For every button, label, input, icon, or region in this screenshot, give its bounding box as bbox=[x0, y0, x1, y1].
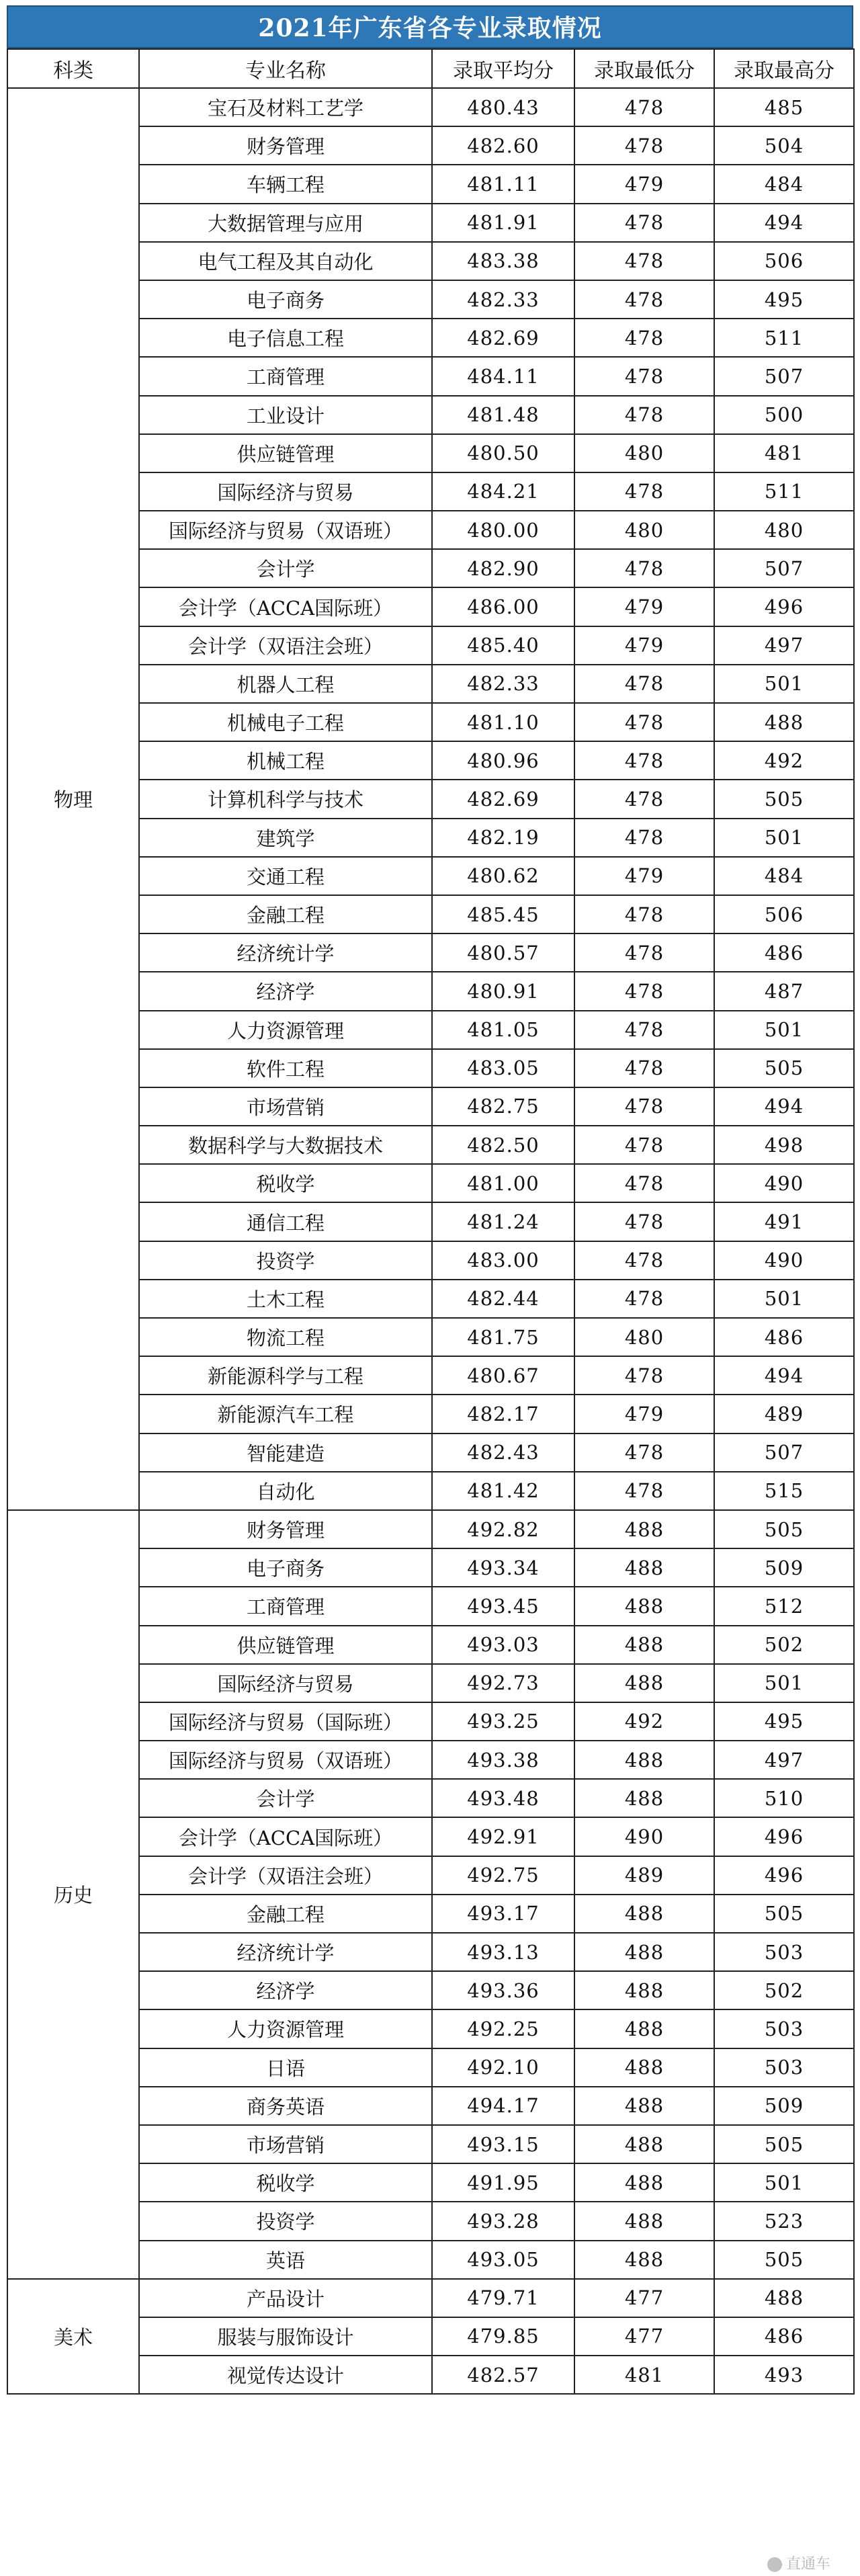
average-score: 492.25 bbox=[432, 2009, 574, 2048]
average-score: 492.75 bbox=[432, 1856, 574, 1895]
max-score: 501 bbox=[714, 1280, 854, 1318]
major-name: 机械工程 bbox=[139, 741, 432, 780]
average-score: 484.21 bbox=[432, 472, 574, 511]
average-score: 481.00 bbox=[432, 1164, 574, 1202]
min-score: 480 bbox=[574, 511, 714, 549]
min-score: 488 bbox=[574, 2163, 714, 2202]
max-score: 506 bbox=[714, 242, 854, 280]
max-score: 505 bbox=[714, 780, 854, 818]
average-score: 480.57 bbox=[432, 933, 574, 972]
max-score: 507 bbox=[714, 357, 854, 395]
max-score: 515 bbox=[714, 1472, 854, 1510]
min-score: 478 bbox=[574, 1241, 714, 1280]
major-name: 电子信息工程 bbox=[139, 319, 432, 357]
header-major: 专业名称 bbox=[139, 49, 432, 88]
min-score: 478 bbox=[574, 1087, 714, 1126]
min-score: 488 bbox=[574, 1510, 714, 1548]
max-score: 492 bbox=[714, 741, 854, 780]
major-name: 新能源科学与工程 bbox=[139, 1356, 432, 1395]
min-score: 478 bbox=[574, 1164, 714, 1202]
major-name: 税收学 bbox=[139, 2163, 432, 2202]
watermark bbox=[767, 2552, 830, 2573]
average-score: 492.91 bbox=[432, 1817, 574, 1856]
major-name: 金融工程 bbox=[139, 1895, 432, 1933]
min-score: 492 bbox=[574, 1702, 714, 1741]
min-score: 488 bbox=[574, 1895, 714, 1933]
min-score: 481 bbox=[574, 2356, 714, 2394]
average-score: 482.69 bbox=[432, 780, 574, 818]
min-score: 478 bbox=[574, 933, 714, 972]
average-score: 482.69 bbox=[432, 319, 574, 357]
average-score: 493.28 bbox=[432, 2202, 574, 2240]
major-name: 机械电子工程 bbox=[139, 703, 432, 741]
major-name: 英语 bbox=[139, 2241, 432, 2279]
max-score: 494 bbox=[714, 1087, 854, 1126]
min-score: 478 bbox=[574, 1126, 714, 1164]
table-row bbox=[7, 1510, 854, 1548]
average-score: 480.00 bbox=[432, 511, 574, 549]
average-score: 482.90 bbox=[432, 549, 574, 587]
average-score: 481.24 bbox=[432, 1202, 574, 1241]
header-row bbox=[7, 49, 854, 88]
average-score: 493.03 bbox=[432, 1626, 574, 1664]
average-score: 479.71 bbox=[432, 2279, 574, 2317]
max-score: 503 bbox=[714, 1933, 854, 1971]
max-score: 509 bbox=[714, 2087, 854, 2125]
max-score: 503 bbox=[714, 2048, 854, 2087]
max-score: 484 bbox=[714, 857, 854, 895]
average-score: 485.40 bbox=[432, 626, 574, 665]
major-name: 服装与服饰设计 bbox=[139, 2317, 432, 2356]
major-name: 财务管理 bbox=[139, 126, 432, 165]
max-score: 493 bbox=[714, 2356, 854, 2394]
max-score: 486 bbox=[714, 2317, 854, 2356]
average-score: 482.57 bbox=[432, 2356, 574, 2394]
major-name: 投资学 bbox=[139, 1241, 432, 1280]
max-score: 503 bbox=[714, 2009, 854, 2048]
min-score: 478 bbox=[574, 357, 714, 395]
min-score: 477 bbox=[574, 2317, 714, 2356]
major-name: 计算机科学与技术 bbox=[139, 780, 432, 818]
table-row bbox=[7, 2279, 854, 2317]
max-score: 481 bbox=[714, 434, 854, 472]
major-name: 电气工程及其自动化 bbox=[139, 242, 432, 280]
max-score: 498 bbox=[714, 1126, 854, 1164]
major-name: 会计学（双语注会班） bbox=[139, 626, 432, 665]
min-score: 478 bbox=[574, 1434, 714, 1472]
major-name: 经济学 bbox=[139, 1971, 432, 2009]
average-score: 481.42 bbox=[432, 1472, 574, 1510]
major-name: 宝石及材料工艺学 bbox=[139, 88, 432, 126]
major-name: 新能源汽车工程 bbox=[139, 1395, 432, 1433]
average-score: 484.11 bbox=[432, 357, 574, 395]
average-score: 482.44 bbox=[432, 1280, 574, 1318]
major-name: 数据科学与大数据技术 bbox=[139, 1126, 432, 1164]
major-name: 交通工程 bbox=[139, 857, 432, 895]
average-score: 482.60 bbox=[432, 126, 574, 165]
average-score: 493.13 bbox=[432, 1933, 574, 1971]
average-score: 482.33 bbox=[432, 665, 574, 703]
max-score: 504 bbox=[714, 126, 854, 165]
min-score: 479 bbox=[574, 587, 714, 626]
min-score: 477 bbox=[574, 2279, 714, 2317]
max-score: 523 bbox=[714, 2202, 854, 2240]
min-score: 488 bbox=[574, 1779, 714, 1817]
max-score: 496 bbox=[714, 1817, 854, 1856]
max-score: 486 bbox=[714, 933, 854, 972]
min-score: 488 bbox=[574, 1587, 714, 1625]
header-min: 录取最低分 bbox=[574, 49, 714, 88]
admission-sheet bbox=[7, 5, 853, 2395]
min-score: 478 bbox=[574, 665, 714, 703]
major-name: 市场营销 bbox=[139, 1087, 432, 1126]
min-score: 479 bbox=[574, 857, 714, 895]
max-score: 487 bbox=[714, 972, 854, 1010]
min-score: 478 bbox=[574, 780, 714, 818]
major-name: 日语 bbox=[139, 2048, 432, 2087]
max-score: 490 bbox=[714, 1164, 854, 1202]
max-score: 505 bbox=[714, 2241, 854, 2279]
max-score: 511 bbox=[714, 472, 854, 511]
average-score: 486.00 bbox=[432, 587, 574, 626]
max-score: 488 bbox=[714, 2279, 854, 2317]
max-score: 507 bbox=[714, 1434, 854, 1472]
max-score: 501 bbox=[714, 819, 854, 857]
major-name: 国际经济与贸易 bbox=[139, 1664, 432, 1702]
max-score: 489 bbox=[714, 1395, 854, 1433]
max-score: 500 bbox=[714, 396, 854, 434]
major-name: 财务管理 bbox=[139, 1510, 432, 1548]
min-score: 478 bbox=[574, 1356, 714, 1395]
min-score: 478 bbox=[574, 242, 714, 280]
major-name: 国际经济与贸易（双语班） bbox=[139, 511, 432, 549]
max-score: 501 bbox=[714, 665, 854, 703]
min-score: 478 bbox=[574, 472, 714, 511]
min-score: 488 bbox=[574, 2125, 714, 2163]
major-name: 大数据管理与应用 bbox=[139, 204, 432, 242]
major-name: 税收学 bbox=[139, 1164, 432, 1202]
header-category: 科类 bbox=[7, 49, 139, 88]
min-score: 480 bbox=[574, 1318, 714, 1356]
average-score: 493.17 bbox=[432, 1895, 574, 1933]
average-score: 493.36 bbox=[432, 1971, 574, 2009]
major-name: 国际经济与贸易 bbox=[139, 472, 432, 511]
min-score: 478 bbox=[574, 204, 714, 242]
max-score: 501 bbox=[714, 1664, 854, 1702]
header-average: 录取平均分 bbox=[432, 49, 574, 88]
major-name: 国际经济与贸易（双语班） bbox=[139, 1741, 432, 1779]
min-score: 478 bbox=[574, 396, 714, 434]
average-score: 480.67 bbox=[432, 1356, 574, 1395]
min-score: 478 bbox=[574, 319, 714, 357]
max-score: 505 bbox=[714, 1510, 854, 1548]
average-score: 482.43 bbox=[432, 1434, 574, 1472]
average-score: 485.45 bbox=[432, 895, 574, 933]
average-score: 480.62 bbox=[432, 857, 574, 895]
min-score: 478 bbox=[574, 88, 714, 126]
major-name: 会计学（ACCA国际班） bbox=[139, 587, 432, 626]
major-name: 产品设计 bbox=[139, 2279, 432, 2317]
major-name: 经济统计学 bbox=[139, 933, 432, 972]
major-name: 供应链管理 bbox=[139, 1626, 432, 1664]
max-score: 501 bbox=[714, 2163, 854, 2202]
average-score: 481.10 bbox=[432, 703, 574, 741]
major-name: 投资学 bbox=[139, 2202, 432, 2240]
min-score: 478 bbox=[574, 703, 714, 741]
min-score: 478 bbox=[574, 895, 714, 933]
table-title: 2021年广东省各专业录取情况 bbox=[7, 5, 853, 48]
average-score: 493.45 bbox=[432, 1587, 574, 1625]
category-cell: 美术 bbox=[7, 2279, 139, 2395]
max-score: 505 bbox=[714, 1895, 854, 1933]
average-score: 481.05 bbox=[432, 1011, 574, 1049]
min-score: 478 bbox=[574, 126, 714, 165]
max-score: 502 bbox=[714, 1626, 854, 1664]
average-score: 493.38 bbox=[432, 1741, 574, 1779]
average-score: 492.73 bbox=[432, 1664, 574, 1702]
average-score: 482.50 bbox=[432, 1126, 574, 1164]
average-score: 480.43 bbox=[432, 88, 574, 126]
major-name: 会计学 bbox=[139, 1779, 432, 1817]
average-score: 492.10 bbox=[432, 2048, 574, 2087]
table-body bbox=[7, 88, 854, 2394]
average-score: 480.96 bbox=[432, 741, 574, 780]
average-score: 481.48 bbox=[432, 396, 574, 434]
major-name: 供应链管理 bbox=[139, 434, 432, 472]
max-score: 507 bbox=[714, 549, 854, 587]
min-score: 488 bbox=[574, 2048, 714, 2087]
major-name: 工商管理 bbox=[139, 1587, 432, 1625]
min-score: 488 bbox=[574, 1548, 714, 1587]
major-name: 工商管理 bbox=[139, 357, 432, 395]
max-score: 480 bbox=[714, 511, 854, 549]
max-score: 505 bbox=[714, 1049, 854, 1087]
max-score: 502 bbox=[714, 1971, 854, 2009]
major-name: 物流工程 bbox=[139, 1318, 432, 1356]
average-score: 482.19 bbox=[432, 819, 574, 857]
min-score: 478 bbox=[574, 819, 714, 857]
min-score: 478 bbox=[574, 972, 714, 1010]
major-name: 经济学 bbox=[139, 972, 432, 1010]
average-score: 481.75 bbox=[432, 1318, 574, 1356]
max-score: 494 bbox=[714, 1356, 854, 1395]
max-score: 494 bbox=[714, 204, 854, 242]
min-score: 488 bbox=[574, 2087, 714, 2125]
max-score: 490 bbox=[714, 1241, 854, 1280]
average-score: 493.48 bbox=[432, 1779, 574, 1817]
average-score: 482.33 bbox=[432, 280, 574, 319]
min-score: 489 bbox=[574, 1856, 714, 1895]
min-score: 479 bbox=[574, 1395, 714, 1433]
min-score: 490 bbox=[574, 1817, 714, 1856]
min-score: 479 bbox=[574, 165, 714, 203]
max-score: 496 bbox=[714, 1856, 854, 1895]
average-score: 492.82 bbox=[432, 1510, 574, 1548]
min-score: 479 bbox=[574, 626, 714, 665]
min-score: 478 bbox=[574, 741, 714, 780]
average-score: 493.15 bbox=[432, 2125, 574, 2163]
average-score: 482.17 bbox=[432, 1395, 574, 1433]
min-score: 488 bbox=[574, 1971, 714, 2009]
min-score: 480 bbox=[574, 434, 714, 472]
max-score: 495 bbox=[714, 1702, 854, 1741]
major-name: 市场营销 bbox=[139, 2125, 432, 2163]
max-score: 485 bbox=[714, 88, 854, 126]
min-score: 488 bbox=[574, 2202, 714, 2240]
average-score: 483.38 bbox=[432, 242, 574, 280]
max-score: 501 bbox=[714, 1011, 854, 1049]
max-score: 495 bbox=[714, 280, 854, 319]
major-name: 电子商务 bbox=[139, 280, 432, 319]
table-row bbox=[7, 88, 854, 126]
major-name: 车辆工程 bbox=[139, 165, 432, 203]
max-score: 505 bbox=[714, 2125, 854, 2163]
min-score: 488 bbox=[574, 2241, 714, 2279]
header-max: 录取最高分 bbox=[714, 49, 854, 88]
major-name: 金融工程 bbox=[139, 895, 432, 933]
min-score: 478 bbox=[574, 1472, 714, 1510]
major-name: 建筑学 bbox=[139, 819, 432, 857]
max-score: 484 bbox=[714, 165, 854, 203]
major-name: 会计学 bbox=[139, 549, 432, 587]
min-score: 478 bbox=[574, 549, 714, 587]
average-score: 491.95 bbox=[432, 2163, 574, 2202]
max-score: 491 bbox=[714, 1202, 854, 1241]
min-score: 488 bbox=[574, 1626, 714, 1664]
major-name: 通信工程 bbox=[139, 1202, 432, 1241]
major-name: 土木工程 bbox=[139, 1280, 432, 1318]
average-score: 494.17 bbox=[432, 2087, 574, 2125]
average-score: 482.75 bbox=[432, 1087, 574, 1126]
average-score: 493.25 bbox=[432, 1702, 574, 1741]
major-name: 机器人工程 bbox=[139, 665, 432, 703]
watermark-text: 直通车 bbox=[785, 2556, 830, 2573]
average-score: 493.34 bbox=[432, 1548, 574, 1587]
major-name: 国际经济与贸易（国际班） bbox=[139, 1702, 432, 1741]
average-score: 480.50 bbox=[432, 434, 574, 472]
max-score: 486 bbox=[714, 1318, 854, 1356]
min-score: 478 bbox=[574, 1049, 714, 1087]
max-score: 496 bbox=[714, 587, 854, 626]
max-score: 497 bbox=[714, 626, 854, 665]
max-score: 510 bbox=[714, 1779, 854, 1817]
major-name: 经济统计学 bbox=[139, 1933, 432, 1971]
major-name: 视觉传达设计 bbox=[139, 2356, 432, 2394]
average-score: 483.00 bbox=[432, 1241, 574, 1280]
min-score: 488 bbox=[574, 1933, 714, 1971]
min-score: 478 bbox=[574, 280, 714, 319]
major-name: 工业设计 bbox=[139, 396, 432, 434]
min-score: 478 bbox=[574, 1280, 714, 1318]
max-score: 509 bbox=[714, 1548, 854, 1587]
admission-table bbox=[7, 48, 855, 2395]
max-score: 506 bbox=[714, 895, 854, 933]
watermark-logo-icon bbox=[767, 2557, 782, 2572]
average-score: 481.91 bbox=[432, 204, 574, 242]
major-name: 电子商务 bbox=[139, 1548, 432, 1587]
max-score: 511 bbox=[714, 319, 854, 357]
major-name: 软件工程 bbox=[139, 1049, 432, 1087]
average-score: 493.05 bbox=[432, 2241, 574, 2279]
max-score: 512 bbox=[714, 1587, 854, 1625]
min-score: 488 bbox=[574, 1664, 714, 1702]
average-score: 479.85 bbox=[432, 2317, 574, 2356]
min-score: 488 bbox=[574, 1741, 714, 1779]
major-name: 商务英语 bbox=[139, 2087, 432, 2125]
category-cell: 历史 bbox=[7, 1510, 139, 2279]
average-score: 481.11 bbox=[432, 165, 574, 203]
major-name: 人力资源管理 bbox=[139, 2009, 432, 2048]
average-score: 480.91 bbox=[432, 972, 574, 1010]
major-name: 人力资源管理 bbox=[139, 1011, 432, 1049]
major-name: 会计学（双语注会班） bbox=[139, 1856, 432, 1895]
max-score: 497 bbox=[714, 1741, 854, 1779]
major-name: 自动化 bbox=[139, 1472, 432, 1510]
major-name: 智能建造 bbox=[139, 1434, 432, 1472]
max-score: 488 bbox=[714, 703, 854, 741]
average-score: 483.05 bbox=[432, 1049, 574, 1087]
min-score: 478 bbox=[574, 1011, 714, 1049]
min-score: 488 bbox=[574, 2009, 714, 2048]
category-cell: 物理 bbox=[7, 88, 139, 1510]
min-score: 478 bbox=[574, 1202, 714, 1241]
major-name: 会计学（ACCA国际班） bbox=[139, 1817, 432, 1856]
